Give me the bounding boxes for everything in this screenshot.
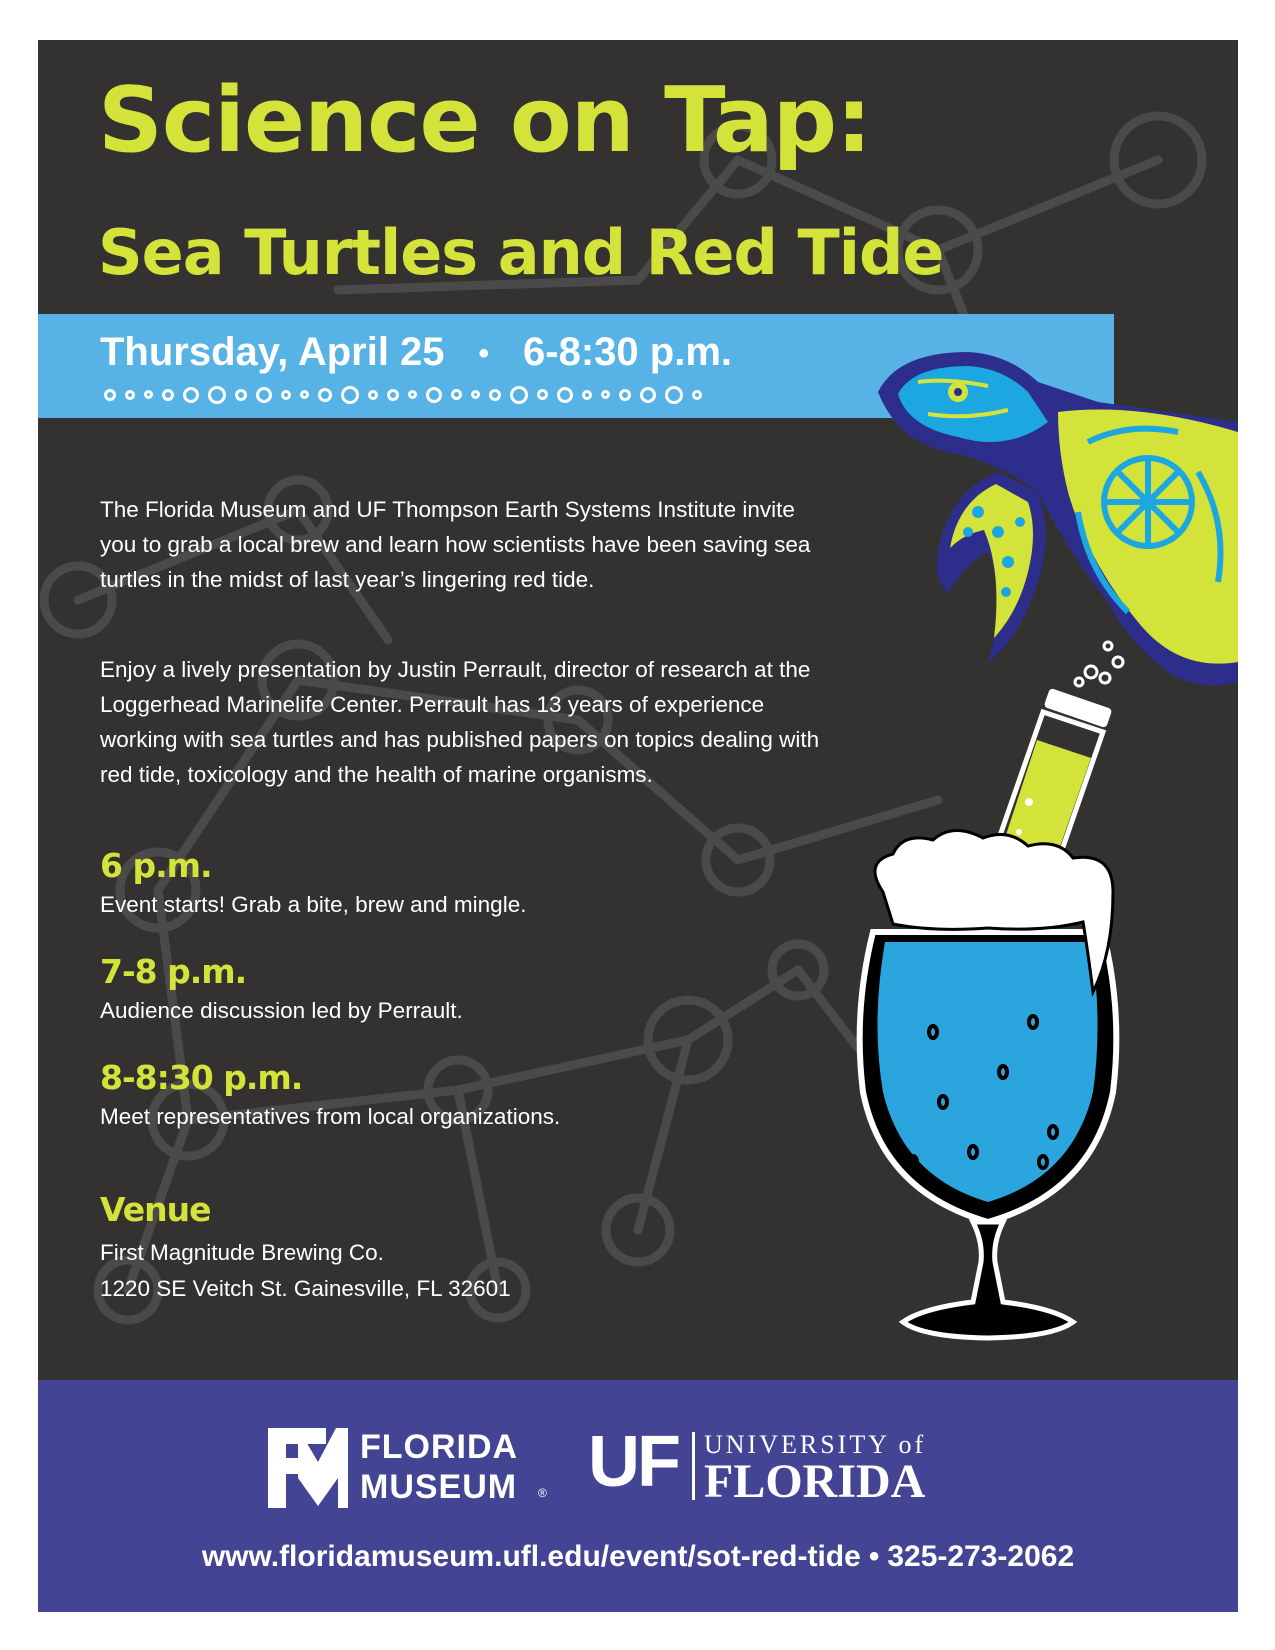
contact-line bbox=[38, 1540, 1238, 1574]
schedule-text-2: Audience discussion led by Perrault. bbox=[100, 998, 463, 1023]
florida-museum-logo[interactable] bbox=[268, 1428, 568, 1508]
event-url[interactable]: www.floridamuseum.ufl.edu/event/sot-red-tide bbox=[201, 1540, 861, 1573]
registered-mark: ® bbox=[538, 1486, 547, 1500]
bubble-decoration bbox=[104, 384, 711, 404]
schedule-text-1: Event starts! Grab a bite, brew and mingle. bbox=[100, 892, 527, 917]
florida-museum-line2: MUSEUM bbox=[360, 1468, 518, 1506]
phone-number[interactable]: 325-273-2062 bbox=[887, 1540, 1075, 1573]
speaker-paragraph: Enjoy a lively presentation by Justin Perrault, director of research at the Loggerhead Marinelife Center. Perrault has 13 years of experience working with sea turtles and has published papers on topics dealing with red tide, toxicology and the health of marine organisms. bbox=[100, 657, 820, 787]
schedule-time-2: 7-8 p.m. bbox=[100, 952, 247, 991]
event-date: Thursday, April 25 bbox=[100, 330, 445, 374]
poster-subtitle: Sea Turtles and Red Tide bbox=[98, 216, 944, 289]
uf-mark: UF bbox=[588, 1422, 678, 1502]
schedule-time-1: 6 p.m. bbox=[100, 846, 212, 885]
footer bbox=[38, 1380, 1238, 1612]
contact-separator: • bbox=[868, 1540, 880, 1573]
separator-dot: • bbox=[478, 337, 490, 371]
florida-museum-line1: FLORIDA bbox=[360, 1428, 519, 1466]
uf-divider bbox=[692, 1432, 695, 1500]
event-poster bbox=[38, 40, 1238, 1612]
university-of-florida-logo[interactable] bbox=[588, 1422, 1008, 1510]
schedule-text-3: Meet representatives from local organizations. bbox=[100, 1104, 561, 1129]
poster-title: Science on Tap: bbox=[98, 68, 872, 173]
venue-address: 1220 SE Veitch St. Gainesville, FL 32601 bbox=[100, 1276, 511, 1301]
event-time: 6-8:30 p.m. bbox=[523, 330, 733, 374]
schedule-time-3: 8-8:30 p.m. bbox=[100, 1058, 303, 1097]
uf-line1: UNIVERSITY of bbox=[704, 1430, 927, 1459]
event-datetime bbox=[100, 330, 732, 375]
intro-paragraph: The Florida Museum and UF Thompson Earth Systems Institute invite you to grab a local brew and learn how scientists have been saving sea turtles in the midst of last year’s lingering red tide. bbox=[100, 497, 811, 592]
venue-name: First Magnitude Brewing Co. bbox=[100, 1240, 384, 1265]
florida-museum-mark-icon bbox=[268, 1428, 348, 1508]
uf-line2: FLORIDA bbox=[704, 1455, 926, 1508]
venue-heading: Venue bbox=[100, 1190, 211, 1229]
beer-glass-illustration bbox=[823, 632, 1153, 1352]
